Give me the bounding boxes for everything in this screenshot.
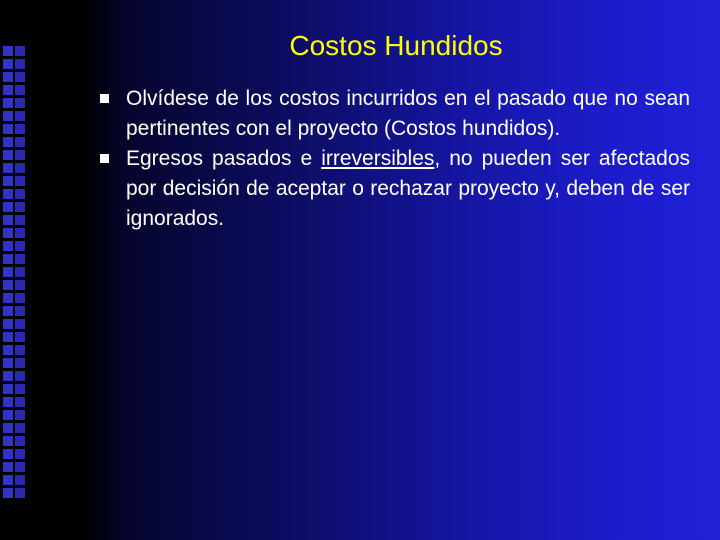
square-bullet-icon xyxy=(100,154,109,163)
decor-square xyxy=(3,202,13,212)
decor-square xyxy=(3,228,13,238)
decor-square xyxy=(3,462,13,472)
decor-square xyxy=(15,462,25,472)
decor-square-column-right xyxy=(15,0,25,540)
decor-square xyxy=(3,254,13,264)
decor-square xyxy=(15,228,25,238)
decor-square xyxy=(3,358,13,368)
decor-square xyxy=(3,85,13,95)
decor-square xyxy=(15,436,25,446)
decor-square xyxy=(3,449,13,459)
decor-square xyxy=(3,267,13,277)
decor-square xyxy=(15,410,25,420)
decor-square xyxy=(15,202,25,212)
decor-square xyxy=(3,46,13,56)
decor-square xyxy=(15,85,25,95)
decor-square xyxy=(15,189,25,199)
decor-square xyxy=(15,280,25,290)
decor-square xyxy=(15,241,25,251)
decor-square xyxy=(15,397,25,407)
decor-square xyxy=(3,319,13,329)
decor-square xyxy=(15,423,25,433)
decor-square xyxy=(3,124,13,134)
decor-square xyxy=(15,59,25,69)
decor-square xyxy=(3,137,13,147)
square-bullet-icon xyxy=(100,94,109,103)
decor-square xyxy=(3,332,13,342)
decor-square xyxy=(3,215,13,225)
decor-square xyxy=(3,384,13,394)
decor-square xyxy=(15,475,25,485)
decor-square xyxy=(15,449,25,459)
slide-title: Costos Hundidos xyxy=(289,30,503,61)
decor-square xyxy=(15,358,25,368)
decor-square xyxy=(3,189,13,199)
decor-square xyxy=(3,150,13,160)
decor-square xyxy=(3,241,13,251)
bullet-text-before: Egresos pasados e xyxy=(126,147,322,170)
decor-square xyxy=(3,345,13,355)
left-decor-strip xyxy=(0,0,26,540)
decor-square xyxy=(3,306,13,316)
decor-square xyxy=(15,150,25,160)
decor-square xyxy=(3,293,13,303)
decor-square xyxy=(15,46,25,56)
bullet-list xyxy=(98,84,690,234)
decor-square-column-left xyxy=(3,0,13,540)
bullet-text-after: , no pueden ser afectados por decisión de aceptar o rechazar proyecto y, deben de ser ignorados. xyxy=(126,147,690,230)
bullet-item xyxy=(98,144,690,234)
bullet-text: Olvídese de los costos incurridos en el pasado que no sean pertinentes con el proyecto (Costos hundidos). xyxy=(126,87,690,140)
decor-square xyxy=(3,436,13,446)
decor-square xyxy=(3,111,13,121)
decor-square xyxy=(3,280,13,290)
decor-square xyxy=(15,345,25,355)
decor-square xyxy=(3,371,13,381)
bullet-text-underlined: irreversibles xyxy=(321,147,435,170)
decor-square xyxy=(15,137,25,147)
decor-square xyxy=(15,254,25,264)
decor-square xyxy=(3,423,13,433)
decor-square xyxy=(3,59,13,69)
decor-square xyxy=(3,397,13,407)
decor-square xyxy=(15,371,25,381)
decor-square xyxy=(15,124,25,134)
decor-square xyxy=(3,72,13,82)
decor-square xyxy=(15,488,25,498)
decor-square xyxy=(15,215,25,225)
bullet-item xyxy=(98,84,690,144)
decor-square xyxy=(15,72,25,82)
decor-square xyxy=(15,293,25,303)
decor-square xyxy=(3,98,13,108)
decor-square xyxy=(3,475,13,485)
decor-square xyxy=(15,384,25,394)
decor-square xyxy=(3,488,13,498)
decor-square xyxy=(15,319,25,329)
decor-square xyxy=(15,111,25,121)
decor-square xyxy=(3,176,13,186)
decor-square xyxy=(15,163,25,173)
decor-square xyxy=(15,306,25,316)
decor-square xyxy=(3,163,13,173)
decor-square xyxy=(3,410,13,420)
decor-square xyxy=(15,267,25,277)
decor-square xyxy=(15,98,25,108)
decor-square xyxy=(15,176,25,186)
decor-square xyxy=(15,332,25,342)
